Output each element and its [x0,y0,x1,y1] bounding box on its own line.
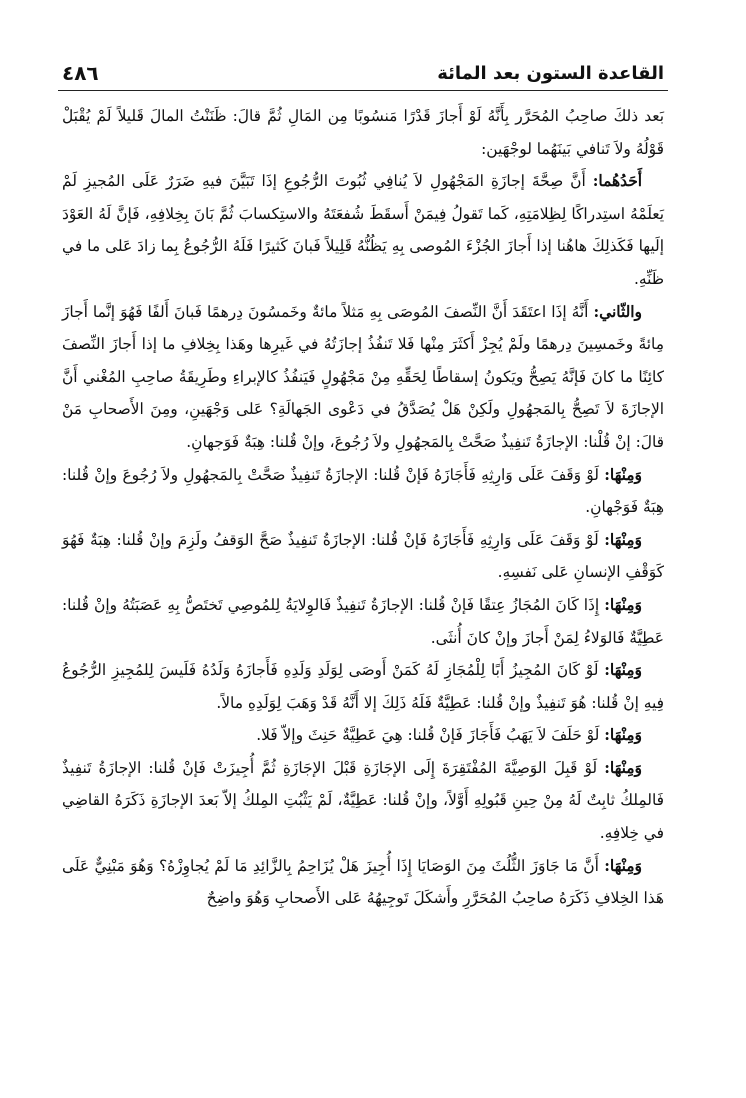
paragraph-text: أَنَّ صِحَّةَ إجازَةِ المَجْهُولِ لاَ يُنافِي ثُبُوتَ الرُّجُوعِ إذَا تَبَيَّنَ فيهِ ضَرَرٌ عَلَى المُجيزِ لَمْ يَعلَمْهُ استِدراكًا لِظِلامَتِهِ، كَما تَقولُ فِيمَنْ أَسقَطَ شُفعَتَهُ والاستِكسابَ ثُمَّ بَانَ بِخِلافِهِ، فَإنَّ لَهُ العَوْدَ إلَيها فَكَذلِكَ هاهُنا إذا أَجازَ الجُزْءَ المُوصى بِهِ يَظُنُّهُ قَلِيلاً فَبانَ كَثيرًا فَلَهُ الرُّجُوعُ بِما زادَ عَلى ما في ظَنِّهِ. [62,172,664,288]
paragraph-text: إِذَا كَانَ المُجَازُ عِتقًا فَإنْ قُلنا: الإجازَةُ تَنفِيذٌ فَالوِلايَةُ لِلمُوصِي تَختَصُّ بِهِ عَصَبَتُهُ وإنْ قُلنا: عَطِيَّةٌ فَالوَلاءُ لِمَنْ أَجازَ وإنْ كانَ أُنثَى. [62,595,664,647]
paragraph-text: أَنَّهُ إذَا اعتَقَدَ أَنَّ النِّصفَ المُوصَى بِهِ مَثلاً مائةٌ وخَمسُونَ دِرهمًا فَبانَ أَلفًا فَهُوَ إنَّما أَجازَ مِائةً وخَمسِينَ دِرهمًا ولَمْ يُجِزْ أَكثَرَ مِنْها فَلا تَنفُذُ إجازَتُهُ في غَيرِها وهَذا بِخِلافِ ما إذا أَجازَ النِّصفَ كائِنًا ما كانَ فَإنَّهُ يَصِحُّ ويَكونُ إسقاطًا لِحَقِّهِ مِنْ مَجْهُولٍ فَيَنفُذُ كالإبراءِ وطَرِيقَةُ صاحِبِ المُغْني أَنَّ الإجازَةَ لاَ تَصِحُّ بِالمَجهُولِ ولَكِنْ هَلْ يُصَدَّقُ في دَعْوى الجَهالَةِ؟ عَلى وَجْهَينِ، ومِنَ الأَصحابِ مَنْ قالَ: إنْ قُلْنا: الإجازَةُ تَنفِيذٌ صَحَّتْ بِالمَجهُولِ ولاَ رُجُوعَ، وإنْ قُلنا: هِبَةٌ فَوَجهانِ. [62,302,664,451]
paragraph [62,524,664,589]
paragraph-text: بَعد ذلكَ صاحِبُ المُحَرَّر بِأَنَّهُ لَوْ أَجازَ قَدْرًا مَنسُوبًا مِن المَالِ ثُمَّ قالَ: ظَنَنْتُ المالَ قَليلاً لَمْ يُقْبَلْ قَوْلُهُ ولاَ تَنافي بَينَهُما لوجْهَين: [62,107,664,158]
paragraph-lead: وَمِنْهَا: [604,530,642,549]
paragraph-text: لَوْ قَبِلَ الوَصِيَّةَ المُفْتَقِرَةَ إِلَى الإجَازَةِ قَبْلَ الإجَازَةِ ثُمَّ أُجِيزَتْ فَإنْ قُلنا: الإجازَةُ تَنفِيذٌ فَالمِلكُ ثابِتٌ لَهُ مِنْ حِينِ قَبُولِهِ أَوَّلاً، وإنْ قُلنا: عَطِيَّةٌ، لَمْ يَثْبُتِ المِلكُ إلاّ بَعدَ الإجازَةِ ذَكَرَهُ القاضِي في خِلافِهِ. [62,758,664,843]
paragraph-lead: وَمِنْهَا: [604,856,642,875]
paragraph-lead: وَمِنْهَا: [604,465,642,484]
paragraph-lead: وَمِنْهَا: [604,758,642,777]
page-header [62,58,664,88]
header-divider [58,90,668,91]
paragraph-lead: والثّاني: [593,302,642,321]
paragraph-lead: وَمِنْهَا: [604,595,642,614]
paragraph [62,165,664,295]
paragraph-lead: وَمِنْهَا: [604,661,642,680]
paragraph [62,850,664,915]
paragraph-text: لَوْ حَلَفَ لاَ يَهَبُ فَأَجَازَ فَإنْ قُلنا: هِيَ عَطِيَّةٌ حَنِثَ وإلاّ فَلا. [256,726,605,745]
paragraph-lead: أَحَدُهُما: [592,172,642,191]
paragraph-text: لَوْ كَانَ المُجِيزُ أَبًا لِلْمُجَازِ لَهُ كَمَنْ أَوصَى لِوَلَدِ وَلَدِهِ فَأَجازَهُ وَلَدُهُ فَلَيسَ لِلمُجِيزِ الرُّجُوعُ فِيهِ إنْ قُلنا: هُوَ تَنفِيذٌ وإنْ قُلنا: عَطِيَّةٌ فَلَهُ ذَلِكَ إلا أَنَّهُ قَدْ وَهَبَ لِوَلَدِهِ مالاً. [62,661,664,712]
paragraph [62,296,664,459]
paragraph [62,654,664,719]
paragraph-text: لَوْ وَقَفَ عَلَى وَارِثِهِ فَأَجَازَهُ فَإنْ قُلنا: الإجازَةُ تَنفِيذٌ صَحَّ الوَقفُ ولَزِمَ وإنْ قُلنا: هِبَةٌ فَهُوَ كَوَقْفِ الإنسانِ عَلى نَفسِهِ. [62,530,664,582]
page-number: ٤٨٦ [62,61,99,85]
paragraph [62,719,664,752]
paragraph-lead: وَمِنْهَا: [604,726,642,745]
paragraph-text: لَوْ وَقَفَ عَلَى وَارِثِهِ فَأَجَازَهُ فَإنْ قُلنا: الإجازَةُ تَنفِيذٌ صَحَّتْ بِالمَجهُولِ ولاَ رُجُوعَ وإنْ قُلنا: هِبَةٌ فَوَجْهانِ. [62,465,664,517]
paragraph [62,589,664,654]
paragraph-text: أَنَّ مَا جَاوَزَ الثُّلُثَ مِنَ الوَصَايَا إِذَا أُجِيزَ هَلْ يُزَاحِمُ بِالزَّائِدِ مَا لَمْ يُجاوِزْهُ؟ وَهُوَ مَبْنِيٌّ عَلَى هَذا الخِلافِ ذَكَرَهُ صاحِبُ المُحَرَّرِ وأَشكَلَ تَوجِيهُهُ عَلى الأَصحابِ وَهُوَ واضِحٌ [62,856,664,908]
page-body [62,100,664,915]
paragraph [62,100,664,165]
paragraph [62,459,664,524]
running-title: القاعدة الستون بعد المائة [437,62,664,84]
paragraph [62,752,664,850]
